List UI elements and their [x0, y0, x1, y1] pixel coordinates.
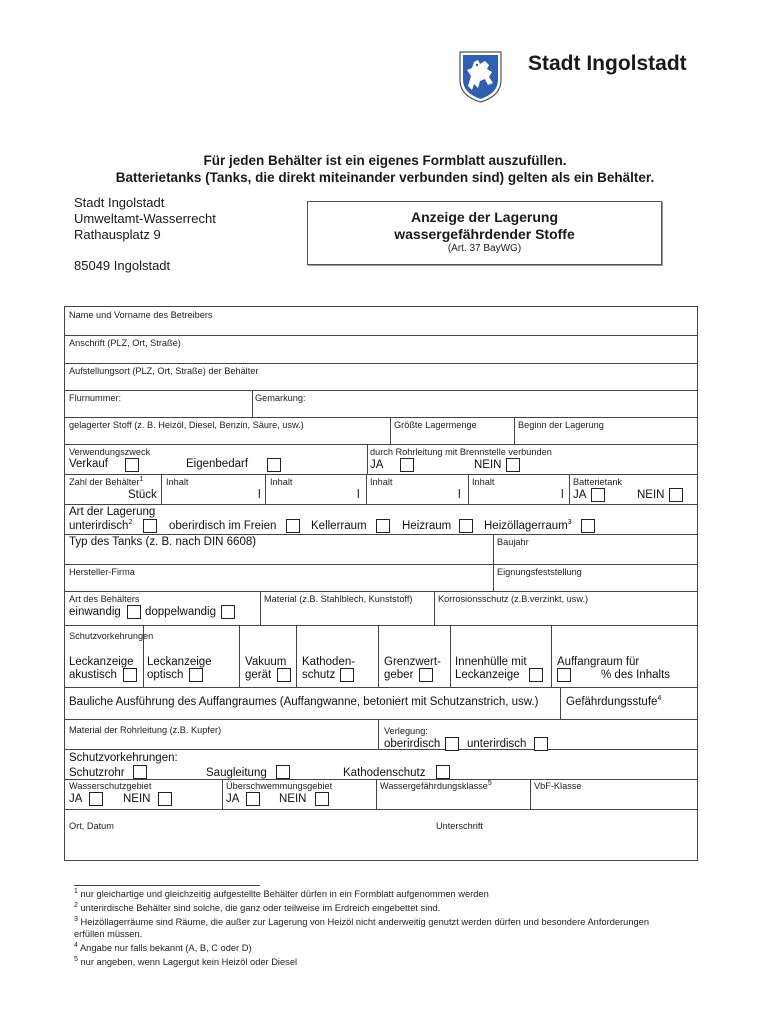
col-divider: [222, 779, 223, 809]
protection-label: Schutzvorkehrungen: [69, 631, 154, 641]
double-wall-label: doppelwandig: [145, 606, 216, 618]
own-need-checkbox[interactable]: [267, 458, 281, 472]
below-ground-checkbox[interactable]: [534, 737, 548, 751]
address-line-1: Stadt Ingolstadt: [74, 195, 165, 210]
protective-pipe-label: Schutzrohr: [69, 767, 125, 779]
inner-lining-label: Innenhülle mit Leckanzeige: [455, 656, 527, 681]
battery-tank-label: Batterietank: [573, 477, 623, 487]
heating-room-label: Heizraum: [402, 520, 452, 532]
water-protection-no-checkbox[interactable]: [158, 792, 172, 806]
pieces-label: Stück: [128, 489, 157, 501]
row-divider: [65, 719, 697, 720]
usage-purpose-label: Verwendungszweck: [69, 447, 151, 457]
col-divider: [239, 625, 240, 687]
unit-separator: l: [258, 489, 261, 501]
pipe-no-checkbox[interactable]: [506, 458, 520, 472]
registration-form: [64, 306, 698, 861]
suitability-label: Eignungsfeststellung: [497, 567, 582, 577]
cathodic-protection-label: Kathodenschutz: [343, 767, 426, 779]
flood-area-no-label: NEIN: [279, 793, 307, 805]
double-wall-checkbox[interactable]: [221, 605, 235, 619]
col-divider: [296, 625, 297, 687]
stored-substance-label: gelagerter Stoff (z. B. Heizöl, Diesel, Benzin, Säure, usw.): [69, 420, 304, 430]
catch-percent-label: % des Inhalts: [601, 669, 671, 681]
row-divider: [65, 749, 697, 750]
footnote-ref-2: 2: [128, 519, 133, 527]
row-divider: [65, 417, 697, 418]
col-divider: [434, 591, 435, 625]
footnote-ref-4: 4: [657, 695, 662, 703]
above-open-label: oberirdisch im Freien: [169, 520, 277, 532]
flurnummer-label: Flurnummer:: [69, 393, 122, 403]
place-date-label: Ort, Datum: [69, 821, 114, 831]
cellar-label: Kellerraum: [311, 520, 367, 532]
col-divider: [468, 474, 469, 504]
row-divider: [65, 534, 697, 535]
above-ground-label: oberirdisch: [384, 738, 441, 750]
flood-area-yes-checkbox[interactable]: [246, 792, 260, 806]
footnote-3: $^3$ Heizöllagerräume sind Räume, die außer zur Lagerung von Heizöl nicht anderweitig genutzt werden dürfen und besondere Anforderungen erfüllen müssen.: [74, 916, 649, 939]
address-label: Anschrift (PLZ, Ort, Straße): [69, 338, 181, 348]
sale-label: Verkauf: [69, 458, 108, 470]
pipe-no-label: NEIN: [474, 459, 502, 471]
footnote-5: $^5$ nur angeben, wenn Lagergut kein Heizöl oder Diesel: [74, 956, 298, 967]
row-divider: [65, 779, 697, 780]
flood-area-yes-label: JA: [226, 793, 240, 805]
form-title-line-1: Anzeige der Lagerung: [410, 209, 559, 225]
footnote-ref-3: 3: [567, 519, 572, 527]
material-label: Material (z.B. Stahlblech, Kunststoff): [264, 594, 413, 604]
operator-name-label: Name und Vorname des Betreibers: [69, 310, 213, 320]
start-storage-label: Beginn der Lagerung: [518, 420, 604, 430]
flood-area-label: Überschwemmungsgebiet: [226, 781, 333, 791]
water-protection-no-label: NEIN: [123, 793, 151, 805]
col-divider: [560, 687, 561, 719]
col-divider: [378, 625, 379, 687]
cathode-checkbox[interactable]: [340, 668, 354, 682]
battery-yes-checkbox[interactable]: [591, 488, 605, 502]
col-divider: [530, 779, 531, 809]
col-divider: [378, 719, 379, 749]
address-line-4: 85049 Ingolstadt: [74, 258, 171, 273]
leak-optical-checkbox[interactable]: [189, 668, 203, 682]
pipe-yes-checkbox[interactable]: [400, 458, 414, 472]
col-divider: [551, 625, 552, 687]
max-quantity-label: Größte Lagermenge: [394, 420, 477, 430]
vbf-class-label: VbF-Klasse: [534, 781, 582, 791]
col-divider: [514, 417, 515, 444]
count-tanks-label: Zahl der Behälter$^1$: [69, 475, 144, 487]
col-divider: [376, 779, 377, 809]
col-divider: [493, 534, 494, 564]
single-wall-label: einwandig: [69, 606, 121, 618]
row-divider: [65, 564, 697, 565]
suction-line-label: Saugleitung: [206, 767, 267, 779]
own-need-label: Eigenbedarf: [186, 458, 249, 470]
row-divider: [65, 687, 697, 688]
content-label-1: Inhalt: [166, 477, 189, 487]
vacuum-checkbox[interactable]: [277, 668, 291, 682]
location-label: Aufstellungsort (PLZ, Ort, Straße) der Behälter: [69, 366, 259, 376]
row-divider: [65, 809, 697, 810]
leak-acoustic-checkbox[interactable]: [123, 668, 137, 682]
catch-construction-label: Bauliche Ausführung des Auffangraumes (Auffangwanne, betoniert mit Schutzanstrich, usw.): [69, 696, 539, 708]
row-divider: [65, 625, 697, 626]
form-title-law-ref: (Art. 37 BayWG): [447, 243, 522, 254]
manufacturer-label: Hersteller-Firma: [69, 567, 135, 577]
pipe-material-label: Material der Rohrleitung (z.B. Kupfer): [69, 725, 222, 735]
heating-room-checkbox[interactable]: [459, 519, 473, 533]
gemarkung-label: Gemarkung:: [255, 393, 306, 403]
city-crest-logo: [458, 50, 503, 104]
unit-separator: l: [357, 489, 360, 501]
underground-label: unterirdisch$^2$: [69, 519, 133, 532]
pipe-protection-label: Schutzvorkehrungen:: [69, 752, 178, 764]
above-open-checkbox[interactable]: [286, 519, 300, 533]
col-divider: [161, 474, 162, 504]
address-line-3: Rathausplatz 9: [74, 227, 161, 242]
col-divider: [252, 390, 253, 417]
battery-yes-label: JA: [573, 489, 587, 501]
catch-room-checkbox[interactable]: [557, 668, 571, 682]
row-divider: [65, 390, 697, 391]
leak-optical-label: Leckanzeige optisch: [147, 656, 212, 681]
water-protection-yes-label: JA: [69, 793, 83, 805]
limit-sensor-label: Grenzwert- geber: [384, 656, 441, 681]
content-label-4: Inhalt: [472, 477, 495, 487]
address-line-2: Umweltamt-Wasserrecht: [74, 211, 216, 226]
corrosion-label: Korrosionsschutz (z.B.verzinkt, usw.): [438, 594, 589, 604]
hazard-class-label: Wassergefährdungsklasse$^5$: [380, 779, 492, 791]
footnote-divider: [74, 885, 260, 886]
oil-storage-room-label: Heizöllagerraum$^3$: [484, 519, 572, 532]
pipe-yes-label: JA: [370, 459, 384, 471]
build-year-label: Baujahr: [497, 537, 529, 547]
catch-room-label: Auffangraum für: [557, 656, 640, 668]
underground-checkbox[interactable]: [143, 519, 157, 533]
suction-line-checkbox[interactable]: [276, 765, 290, 779]
footnote-1: $^1$ nur gleichartige und gleichzeitig aufgestellte Behälter dürfen in ein Formblatt aufgenommen werden: [74, 888, 489, 899]
row-divider: [65, 444, 697, 445]
unit-separator: l: [458, 489, 461, 501]
inner-lining-checkbox[interactable]: [529, 668, 543, 682]
col-divider: [493, 564, 494, 591]
col-divider: [260, 591, 261, 625]
oil-storage-room-checkbox[interactable]: [581, 519, 595, 533]
flood-area-no-checkbox[interactable]: [315, 792, 329, 806]
form-title-box: [307, 201, 662, 265]
laying-label: Verlegung:: [384, 726, 428, 736]
col-divider: [265, 474, 266, 504]
cathodic-protection-checkbox[interactable]: [436, 765, 450, 779]
footnote-2: $^2$ unterirdische Behälter sind solche, die ganz oder teilweise im Erdreich eingebettet sind.: [74, 902, 441, 913]
content-label-2: Inhalt: [270, 477, 293, 487]
single-wall-checkbox[interactable]: [127, 605, 141, 619]
col-divider: [367, 444, 368, 474]
vacuum-label: Vakuum gerät: [245, 656, 287, 681]
signature-label: Unterschrift: [436, 821, 483, 831]
content-label-3: Inhalt: [370, 477, 393, 487]
battery-no-label: NEIN: [637, 489, 665, 501]
row-divider: [65, 504, 697, 505]
limit-sensor-checkbox[interactable]: [419, 668, 433, 682]
leak-acoustic-label: Leckanzeige akustisch: [69, 656, 134, 681]
protective-pipe-checkbox[interactable]: [133, 765, 147, 779]
row-divider: [65, 335, 697, 336]
col-divider: [390, 417, 391, 444]
footnote-ref-1: 1: [139, 475, 144, 483]
below-ground-label: unterirdisch: [467, 738, 527, 750]
row-divider: [65, 474, 697, 475]
row-divider: [65, 591, 697, 592]
col-divider: [450, 625, 451, 687]
tank-kind-label: Art des Behälters: [69, 594, 140, 604]
footnote-ref-5: 5: [487, 779, 492, 787]
cathode-label: Kathoden- schutz: [302, 656, 356, 681]
page-title: Stadt Ingolstadt: [528, 52, 687, 75]
above-ground-checkbox[interactable]: [445, 737, 459, 751]
tank-type-label: Typ des Tanks (z. B. nach DIN 6608): [69, 536, 257, 548]
col-divider: [366, 474, 367, 504]
storage-type-label: Art der Lagerung: [69, 506, 156, 518]
cellar-checkbox[interactable]: [376, 519, 390, 533]
notice-line-1: Für jeden Behälter ist ein eigenes Formblatt auszufüllen.: [203, 153, 567, 168]
notice-line-2: Batterietanks (Tanks, die direkt miteinander verbunden sind) gelten als ein Behälter.: [115, 170, 655, 185]
sale-checkbox[interactable]: [125, 458, 139, 472]
unit-separator: l: [561, 489, 564, 501]
footnote-4: $^4$ Angabe nur falls bekannt (A, B, C oder D): [74, 942, 252, 953]
form-title-line-2: wassergefährdender Stoffe: [394, 226, 575, 242]
hazard-level-label: Gefährdungsstufe$^4$: [566, 695, 662, 708]
water-protection-label: Wasserschutzgebiet: [69, 781, 152, 791]
battery-no-checkbox[interactable]: [669, 488, 683, 502]
row-divider: [65, 363, 697, 364]
water-protection-yes-checkbox[interactable]: [89, 792, 103, 806]
pipe-connected-label: durch Rohrleitung mit Brennstelle verbunden: [370, 447, 552, 457]
col-divider: [569, 474, 570, 504]
